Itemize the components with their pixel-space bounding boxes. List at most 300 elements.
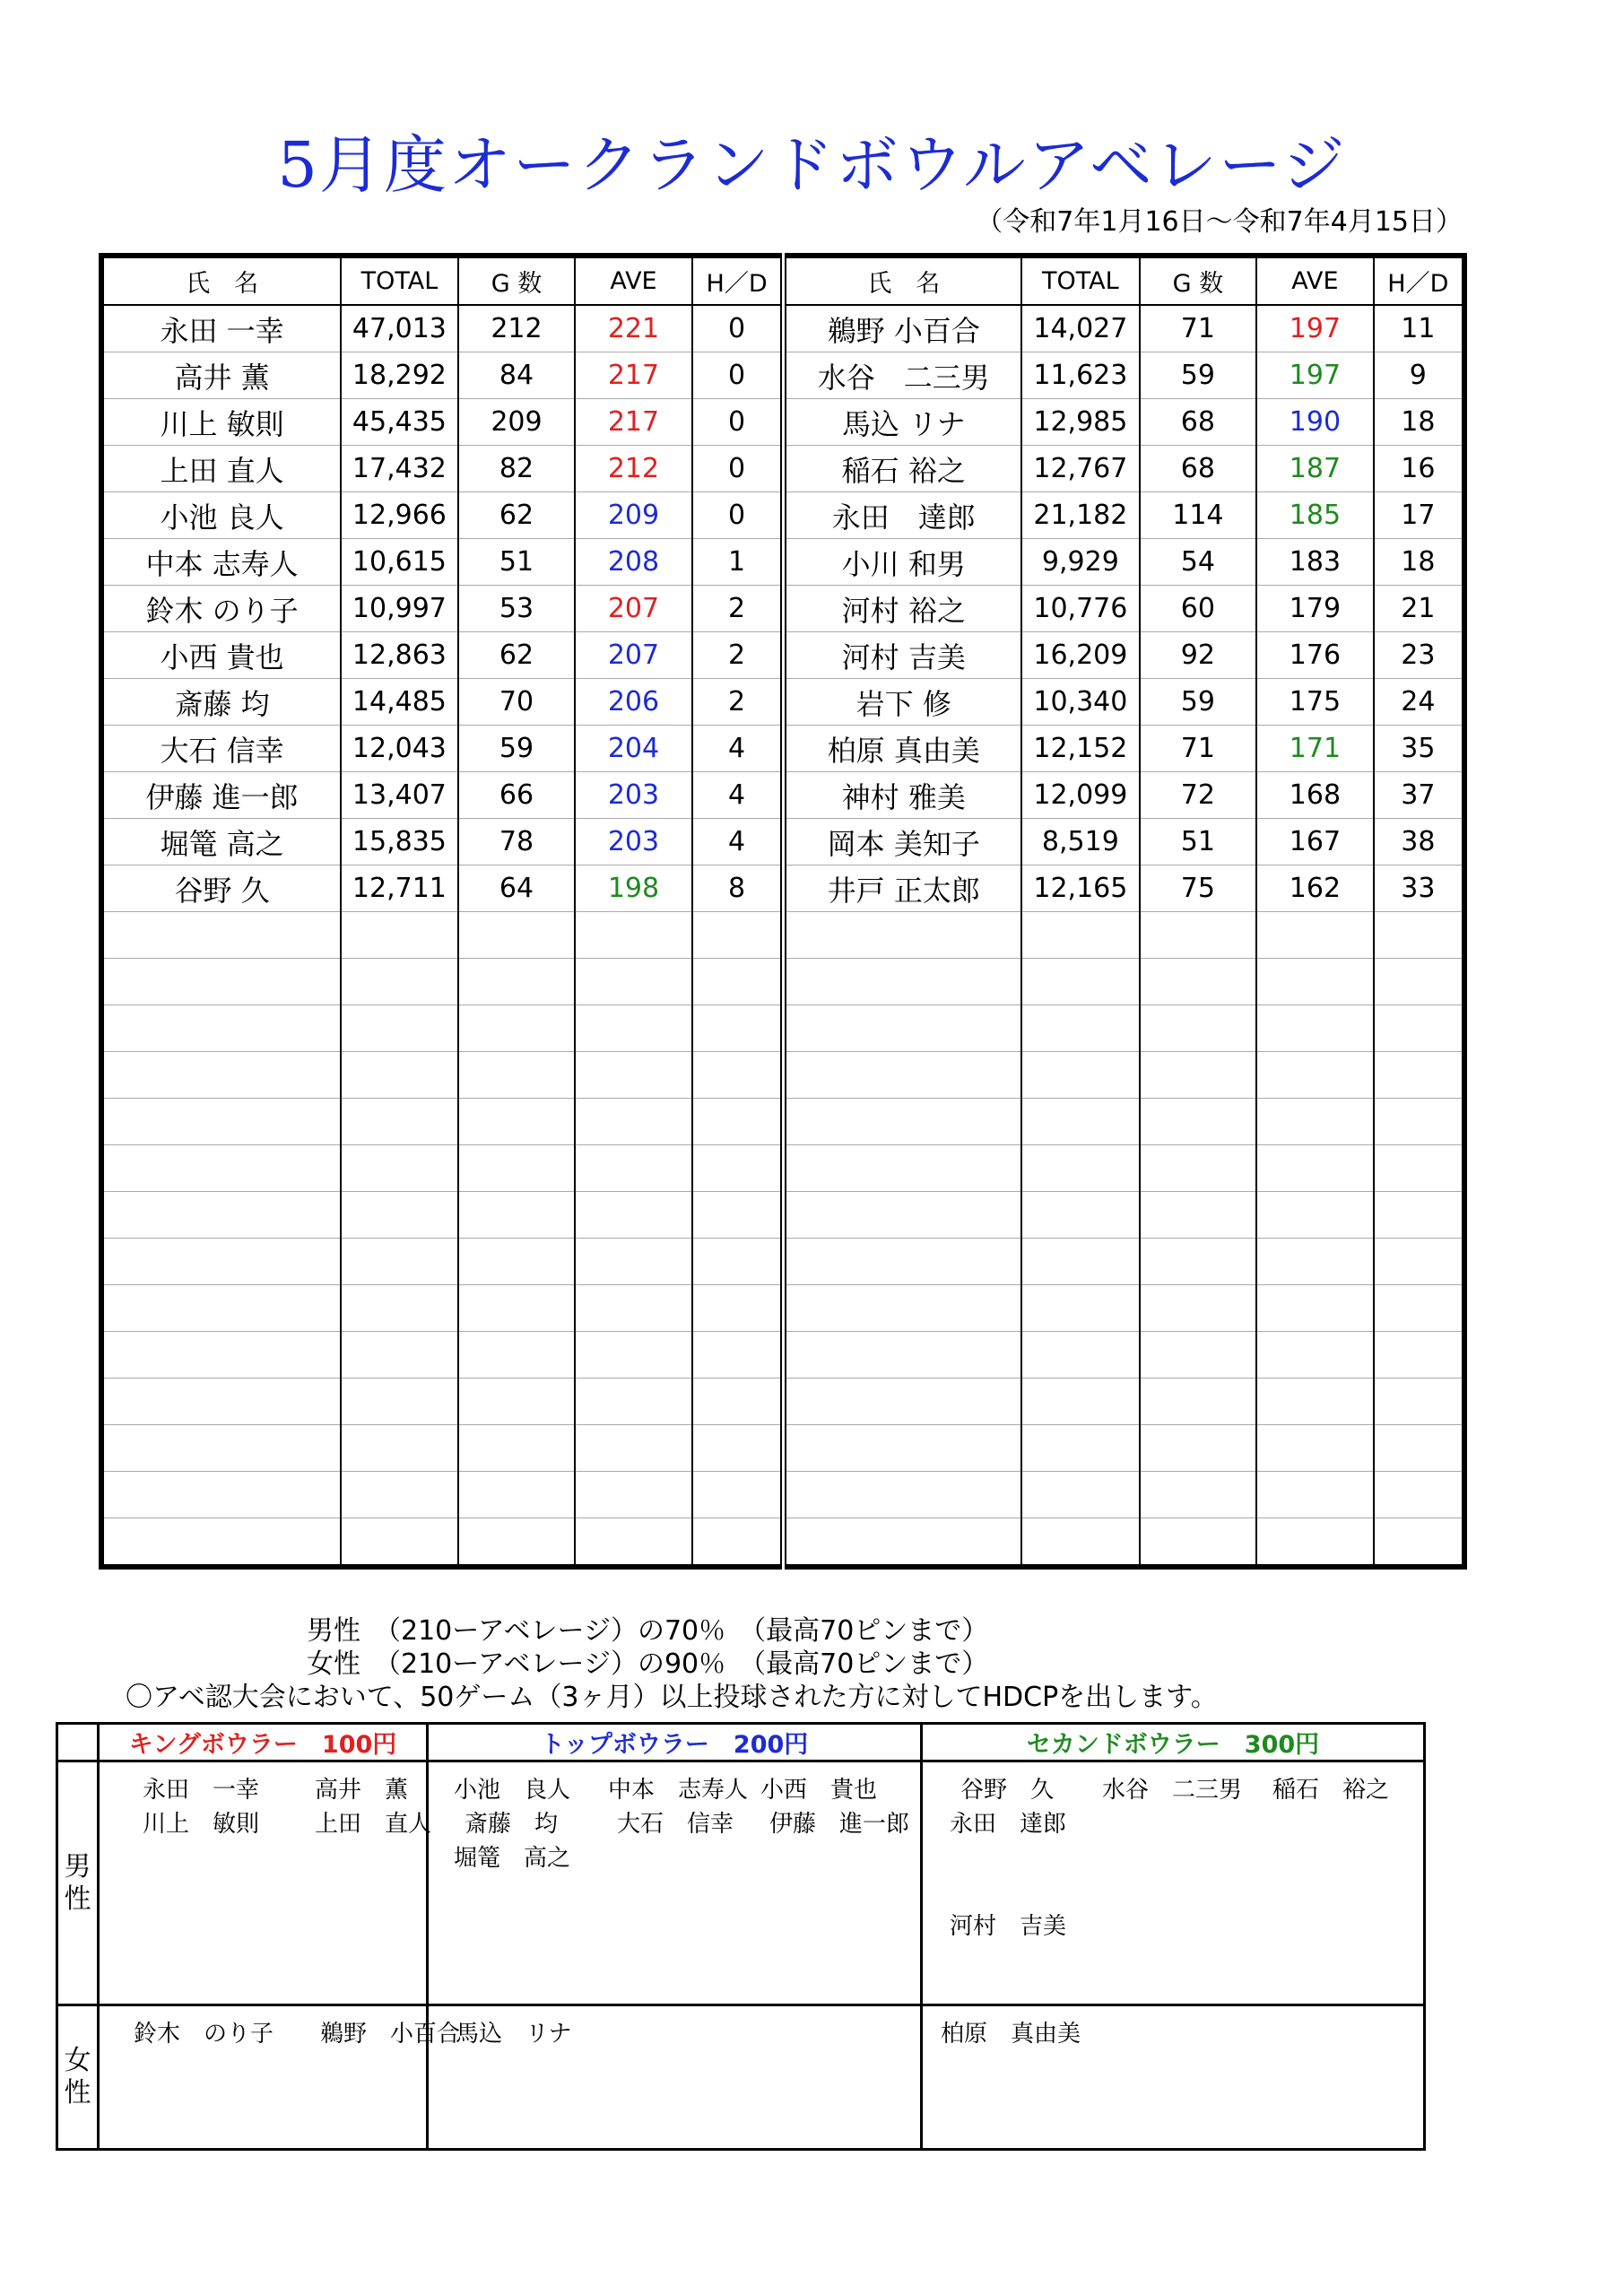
left-ave-cell [575, 1099, 692, 1145]
header-name: 氏 名 [784, 256, 1021, 305]
left-ave-cell [575, 959, 692, 1005]
right-hd-cell [1374, 912, 1464, 959]
right-total-cell: 12,099 [1021, 772, 1140, 819]
left-name-cell: 川上 敏則 [101, 399, 341, 446]
left-name-cell [101, 1378, 341, 1425]
left-games-cell [458, 1052, 576, 1099]
right-games-cell [1140, 1099, 1257, 1145]
left-name-cell [101, 1285, 341, 1332]
left-games-cell [458, 959, 576, 1005]
left-ave-cell: 206 [575, 679, 692, 726]
left-total-cell: 45,435 [341, 399, 458, 446]
left-games-cell: 53 [458, 586, 576, 632]
right-games-cell [1140, 1425, 1257, 1472]
left-total-cell: 12,863 [341, 632, 458, 679]
right-name-cell: 岩下 修 [784, 679, 1021, 726]
right-name-cell: 水谷 二三男 [784, 352, 1021, 399]
right-name-cell [784, 1099, 1021, 1145]
right-total-cell: 10,340 [1021, 679, 1140, 726]
awards-table [56, 1722, 1426, 2151]
right-total-cell: 10,776 [1021, 586, 1140, 632]
left-name-cell [101, 1239, 341, 1285]
left-name-cell: 永田 一幸 [101, 305, 341, 352]
right-hd-cell: 18 [1374, 539, 1464, 586]
date-range: （令和7年1月16日～令和7年4月15日） [976, 206, 1463, 238]
right-total-cell [1021, 1518, 1140, 1568]
right-name-cell [784, 1425, 1021, 1472]
right-games-cell [1140, 1332, 1257, 1378]
right-name-cell: 稲石 裕之 [784, 446, 1021, 492]
right-name-cell: 岡本 美知子 [784, 819, 1021, 865]
left-total-cell: 17,432 [341, 446, 458, 492]
left-games-cell: 51 [458, 539, 576, 586]
right-name-cell: 鵜野 小百合 [784, 305, 1021, 352]
table-row [101, 399, 1464, 446]
male-second-cell [922, 1761, 1425, 2005]
right-name-cell: 井戸 正太郎 [784, 865, 1021, 912]
right-name-cell: 河村 吉美 [784, 632, 1021, 679]
note-female: 女性 （210ーアベレージ）の90％ （最高70ピンまで） [307, 1648, 989, 1680]
right-name-cell [784, 1472, 1021, 1518]
left-name-cell [101, 1425, 341, 1472]
left-ave-cell [575, 1332, 692, 1378]
right-name-cell: 馬込 リナ [784, 399, 1021, 446]
right-games-cell: 72 [1140, 772, 1257, 819]
left-total-cell: 14,485 [341, 679, 458, 726]
left-hd-cell: 8 [692, 865, 784, 912]
awards-female-row [57, 2005, 1425, 2150]
left-name-cell: 小池 良人 [101, 492, 341, 539]
right-hd-cell [1374, 959, 1464, 1005]
right-ave-cell [1256, 1052, 1374, 1099]
left-hd-cell: 4 [692, 726, 784, 772]
right-hd-cell: 23 [1374, 632, 1464, 679]
empty-row [101, 912, 1464, 959]
right-name-cell: 柏原 真由美 [784, 726, 1021, 772]
female-label-text: 女 性 [64, 2045, 91, 2109]
right-total-cell: 12,165 [1021, 865, 1140, 912]
right-games-cell [1140, 1052, 1257, 1099]
award-winner-name: 柏原 真由美 [941, 2021, 1081, 2048]
right-hd-cell [1374, 1099, 1464, 1145]
right-hd-cell [1374, 1285, 1464, 1332]
right-hd-cell [1374, 1378, 1464, 1425]
left-name-cell: 鈴木 のり子 [101, 586, 341, 632]
left-games-cell [458, 1332, 576, 1378]
left-hd-cell [692, 1192, 784, 1239]
left-games-cell [458, 1145, 576, 1192]
right-games-cell: 114 [1140, 492, 1257, 539]
right-total-cell: 12,985 [1021, 399, 1140, 446]
right-hd-cell [1374, 1332, 1464, 1378]
award-winner-name: 上田 直人 [315, 1811, 432, 1838]
award-winner-name: 斎藤 均 [465, 1811, 559, 1838]
left-total-cell: 15,835 [341, 819, 458, 865]
left-ave-cell [575, 1052, 692, 1099]
right-hd-cell [1374, 1472, 1464, 1518]
left-ave-cell [575, 1285, 692, 1332]
left-games-cell: 82 [458, 446, 576, 492]
left-games-cell: 209 [458, 399, 576, 446]
right-total-cell: 9,929 [1021, 539, 1140, 586]
left-total-cell: 12,043 [341, 726, 458, 772]
right-games-cell [1140, 1192, 1257, 1239]
left-total-cell [341, 1518, 458, 1568]
left-name-cell: 斎藤 均 [101, 679, 341, 726]
right-games-cell: 59 [1140, 679, 1257, 726]
left-games-cell [458, 1425, 576, 1472]
right-total-cell: 12,767 [1021, 446, 1140, 492]
left-name-cell: 高井 薫 [101, 352, 341, 399]
right-total-cell [1021, 1145, 1140, 1192]
left-name-cell [101, 1052, 341, 1099]
female-top-cell [428, 2005, 922, 2150]
right-games-cell: 60 [1140, 586, 1257, 632]
right-hd-cell [1374, 1518, 1464, 1568]
right-ave-cell: 179 [1256, 586, 1374, 632]
right-games-cell: 54 [1140, 539, 1257, 586]
right-ave-cell: 187 [1256, 446, 1374, 492]
empty-row [101, 1099, 1464, 1145]
empty-row [101, 1145, 1464, 1192]
right-hd-cell: 11 [1374, 305, 1464, 352]
right-hd-cell [1374, 1005, 1464, 1052]
right-total-cell: 21,182 [1021, 492, 1140, 539]
right-name-cell [784, 1518, 1021, 1568]
right-games-cell: 51 [1140, 819, 1257, 865]
right-name-cell: 小川 和男 [784, 539, 1021, 586]
award-winner-name: 稲石 裕之 [1272, 1777, 1390, 1804]
header-row [101, 256, 1464, 305]
right-total-cell [1021, 1192, 1140, 1239]
award-winner-name: 川上 敏則 [143, 1811, 260, 1838]
right-games-cell: 71 [1140, 305, 1257, 352]
right-name-cell [784, 1378, 1021, 1425]
award-second: セカンドボウラー 300円 [922, 1724, 1425, 1761]
left-total-cell: 47,013 [341, 305, 458, 352]
female-label [57, 2005, 99, 2150]
right-ave-cell: 176 [1256, 632, 1374, 679]
left-hd-cell: 0 [692, 399, 784, 446]
left-games-cell: 70 [458, 679, 576, 726]
left-games-cell: 64 [458, 865, 576, 912]
empty-row [101, 1378, 1464, 1425]
left-ave-cell [575, 1192, 692, 1239]
left-name-cell [101, 1145, 341, 1192]
right-games-cell [1140, 912, 1257, 959]
handicap-notes [0, 1614, 1624, 1714]
left-ave-cell: 203 [575, 819, 692, 865]
award-winner-name: 谷野 久 [960, 1777, 1055, 1804]
right-ave-cell [1256, 1192, 1374, 1239]
left-hd-cell [692, 1378, 784, 1425]
right-games-cell [1140, 1472, 1257, 1518]
left-name-cell: 大石 信幸 [101, 726, 341, 772]
right-ave-cell: 190 [1256, 399, 1374, 446]
left-ave-cell [575, 912, 692, 959]
right-ave-cell [1256, 1425, 1374, 1472]
right-total-cell: 14,027 [1021, 305, 1140, 352]
right-games-cell: 71 [1140, 726, 1257, 772]
award-top: トップボウラー 200円 [428, 1724, 922, 1761]
award-winner-name: 伊藤 進一郎 [769, 1811, 910, 1838]
right-games-cell [1140, 959, 1257, 1005]
left-games-cell [458, 1192, 576, 1239]
right-hd-cell [1374, 1192, 1464, 1239]
right-ave-cell: 197 [1256, 305, 1374, 352]
empty-row [101, 1285, 1464, 1332]
header-ave: AVE [575, 256, 692, 305]
left-ave-cell: 212 [575, 446, 692, 492]
header-total: TOTAL [1021, 256, 1140, 305]
table-row [101, 632, 1464, 679]
male-king-cell [99, 1761, 432, 2005]
right-ave-cell: 162 [1256, 865, 1374, 912]
right-total-cell: 8,519 [1021, 819, 1140, 865]
right-ave-cell [1256, 1285, 1374, 1332]
right-name-cell [784, 1192, 1021, 1239]
right-hd-cell: 38 [1374, 819, 1464, 865]
right-name-cell [784, 959, 1021, 1005]
right-total-cell [1021, 912, 1140, 959]
left-ave-cell: 198 [575, 865, 692, 912]
right-name-cell [784, 1005, 1021, 1052]
empty-row [101, 1239, 1464, 1285]
left-total-cell [341, 1145, 458, 1192]
left-ave-cell [575, 1145, 692, 1192]
left-name-cell [101, 1192, 341, 1239]
award-winner-name: 河村 吉美 [950, 1913, 1067, 1940]
left-total-cell [341, 1378, 458, 1425]
left-hd-cell [692, 1518, 784, 1568]
right-hd-cell [1374, 1145, 1464, 1192]
right-ave-cell: 197 [1256, 352, 1374, 399]
award-winner-name: 大石 信幸 [617, 1811, 734, 1838]
award-winner-name: 小池 良人 [454, 1777, 571, 1804]
female-king-cell [99, 2005, 461, 2150]
left-games-cell [458, 1239, 576, 1285]
left-total-cell [341, 1099, 458, 1145]
left-hd-cell: 4 [692, 772, 784, 819]
left-hd-cell [692, 1239, 784, 1285]
page-title: 5月度オークランドボウルアベレージ [277, 128, 1347, 202]
left-games-cell [458, 1285, 576, 1332]
male-top-cell [428, 1761, 922, 2005]
left-ave-cell: 203 [575, 772, 692, 819]
left-games-cell [458, 1378, 576, 1425]
right-total-cell [1021, 1052, 1140, 1099]
right-games-cell: 92 [1140, 632, 1257, 679]
left-games-cell [458, 1099, 576, 1145]
right-total-cell: 16,209 [1021, 632, 1140, 679]
right-hd-cell: 17 [1374, 492, 1464, 539]
left-games-cell: 84 [458, 352, 576, 399]
right-total-cell [1021, 1239, 1140, 1285]
left-total-cell: 18,292 [341, 352, 458, 399]
left-name-cell: 堀篭 高之 [101, 819, 341, 865]
right-total-cell [1021, 1378, 1140, 1425]
left-hd-cell [692, 1099, 784, 1145]
right-games-cell [1140, 1239, 1257, 1285]
left-hd-cell: 1 [692, 539, 784, 586]
award-winner-name: 高井 薫 [315, 1777, 409, 1804]
left-hd-cell [692, 1052, 784, 1099]
right-hd-cell: 37 [1374, 772, 1464, 819]
left-ave-cell: 204 [575, 726, 692, 772]
left-ave-cell: 209 [575, 492, 692, 539]
left-games-cell: 62 [458, 492, 576, 539]
right-ave-cell: 183 [1256, 539, 1374, 586]
award-winner-name: 馬込 リナ [456, 2021, 572, 2048]
left-hd-cell: 2 [692, 679, 784, 726]
left-name-cell [101, 1332, 341, 1378]
empty-row [101, 1518, 1464, 1568]
left-name-cell: 谷野 久 [101, 865, 341, 912]
left-hd-cell [692, 912, 784, 959]
left-total-cell [341, 1052, 458, 1099]
left-total-cell [341, 1472, 458, 1518]
right-total-cell [1021, 1472, 1140, 1518]
right-ave-cell: 168 [1256, 772, 1374, 819]
left-total-cell [341, 912, 458, 959]
left-total-cell [341, 959, 458, 1005]
right-ave-cell: 175 [1256, 679, 1374, 726]
left-total-cell: 12,711 [341, 865, 458, 912]
left-hd-cell [692, 1285, 784, 1332]
empty-row [101, 1425, 1464, 1472]
right-hd-cell: 18 [1374, 399, 1464, 446]
header-hd: H／D [692, 256, 784, 305]
left-games-cell [458, 1005, 576, 1052]
right-ave-cell [1256, 1099, 1374, 1145]
table-row [101, 352, 1464, 399]
left-ave-cell [575, 1425, 692, 1472]
right-hd-cell: 33 [1374, 865, 1464, 912]
left-total-cell [341, 1285, 458, 1332]
right-games-cell [1140, 1005, 1257, 1052]
left-games-cell: 66 [458, 772, 576, 819]
right-name-cell [784, 1285, 1021, 1332]
left-hd-cell [692, 959, 784, 1005]
right-hd-cell [1374, 1052, 1464, 1099]
header-total: TOTAL [341, 256, 458, 305]
left-games-cell: 59 [458, 726, 576, 772]
right-ave-cell: 185 [1256, 492, 1374, 539]
empty-row [101, 1472, 1464, 1518]
left-name-cell [101, 959, 341, 1005]
header-ave: AVE [1256, 256, 1374, 305]
left-name-cell: 中本 志寿人 [101, 539, 341, 586]
right-games-cell: 75 [1140, 865, 1257, 912]
left-name-cell [101, 1518, 341, 1568]
male-label [57, 1761, 99, 2005]
left-ave-cell: 207 [575, 586, 692, 632]
left-ave-cell [575, 1518, 692, 1568]
right-total-cell [1021, 1005, 1140, 1052]
left-name-cell: 伊藤 進一郎 [101, 772, 341, 819]
left-hd-cell: 4 [692, 819, 784, 865]
empty-row [101, 1332, 1464, 1378]
award-winner-name: 鈴木 のり子 [134, 2021, 274, 2048]
right-ave-cell [1256, 912, 1374, 959]
left-hd-cell: 0 [692, 492, 784, 539]
right-hd-cell [1374, 1425, 1464, 1472]
right-games-cell [1140, 1518, 1257, 1568]
left-hd-cell [692, 1332, 784, 1378]
right-total-cell [1021, 1332, 1140, 1378]
right-games-cell [1140, 1378, 1257, 1425]
left-name-cell [101, 1099, 341, 1145]
header-games: G 数 [1140, 256, 1257, 305]
left-ave-cell: 221 [575, 305, 692, 352]
left-name-cell [101, 1472, 341, 1518]
award-winner-name: 鵜野 小百合 [320, 2021, 461, 2048]
right-hd-cell: 16 [1374, 446, 1464, 492]
left-hd-cell: 2 [692, 632, 784, 679]
left-hd-cell [692, 1005, 784, 1052]
left-hd-cell [692, 1425, 784, 1472]
right-ave-cell [1256, 1145, 1374, 1192]
left-name-cell [101, 1005, 341, 1052]
left-hd-cell: 0 [692, 446, 784, 492]
empty-row [101, 1192, 1464, 1239]
right-games-cell: 68 [1140, 399, 1257, 446]
left-hd-cell [692, 1472, 784, 1518]
right-name-cell [784, 1239, 1021, 1285]
right-ave-cell: 167 [1256, 819, 1374, 865]
right-name-cell: 永田 達郎 [784, 492, 1021, 539]
right-games-cell: 68 [1140, 446, 1257, 492]
table-row [101, 772, 1464, 819]
table-row [101, 679, 1464, 726]
left-total-cell: 10,997 [341, 586, 458, 632]
left-total-cell: 12,966 [341, 492, 458, 539]
left-ave-cell [575, 1239, 692, 1285]
left-total-cell [341, 1332, 458, 1378]
left-hd-cell [692, 1145, 784, 1192]
right-games-cell [1140, 1285, 1257, 1332]
right-ave-cell [1256, 1378, 1374, 1425]
right-hd-cell: 9 [1374, 352, 1464, 399]
left-total-cell [341, 1005, 458, 1052]
left-ave-cell: 217 [575, 352, 692, 399]
table-row [101, 539, 1464, 586]
left-total-cell [341, 1192, 458, 1239]
right-name-cell [784, 1145, 1021, 1192]
awards-header-row [57, 1724, 1425, 1761]
header-name: 氏 名 [101, 256, 341, 305]
award-winner-name: 堀篭 高之 [454, 1845, 571, 1872]
note-condition: 〇アベ認大会において、50ゲーム（3ヶ月）以上投球された方に対してHDCPを出します。 [126, 1682, 1218, 1713]
note-male: 男性 （210ーアベレージ）の70％ （最高70ピンまで） [307, 1615, 989, 1647]
table-row [101, 492, 1464, 539]
left-hd-cell: 0 [692, 352, 784, 399]
table-row [101, 446, 1464, 492]
left-games-cell [458, 1518, 576, 1568]
empty-row [101, 1005, 1464, 1052]
right-name-cell: 河村 裕之 [784, 586, 1021, 632]
left-name-cell: 小西 貴也 [101, 632, 341, 679]
right-total-cell [1021, 1285, 1140, 1332]
right-hd-cell [1374, 1239, 1464, 1285]
empty-row [101, 1052, 1464, 1099]
left-ave-cell: 208 [575, 539, 692, 586]
left-name-cell: 上田 直人 [101, 446, 341, 492]
award-winner-name: 水谷 二三男 [1102, 1777, 1243, 1804]
left-games-cell [458, 912, 576, 959]
left-total-cell: 10,615 [341, 539, 458, 586]
right-ave-cell [1256, 1005, 1374, 1052]
